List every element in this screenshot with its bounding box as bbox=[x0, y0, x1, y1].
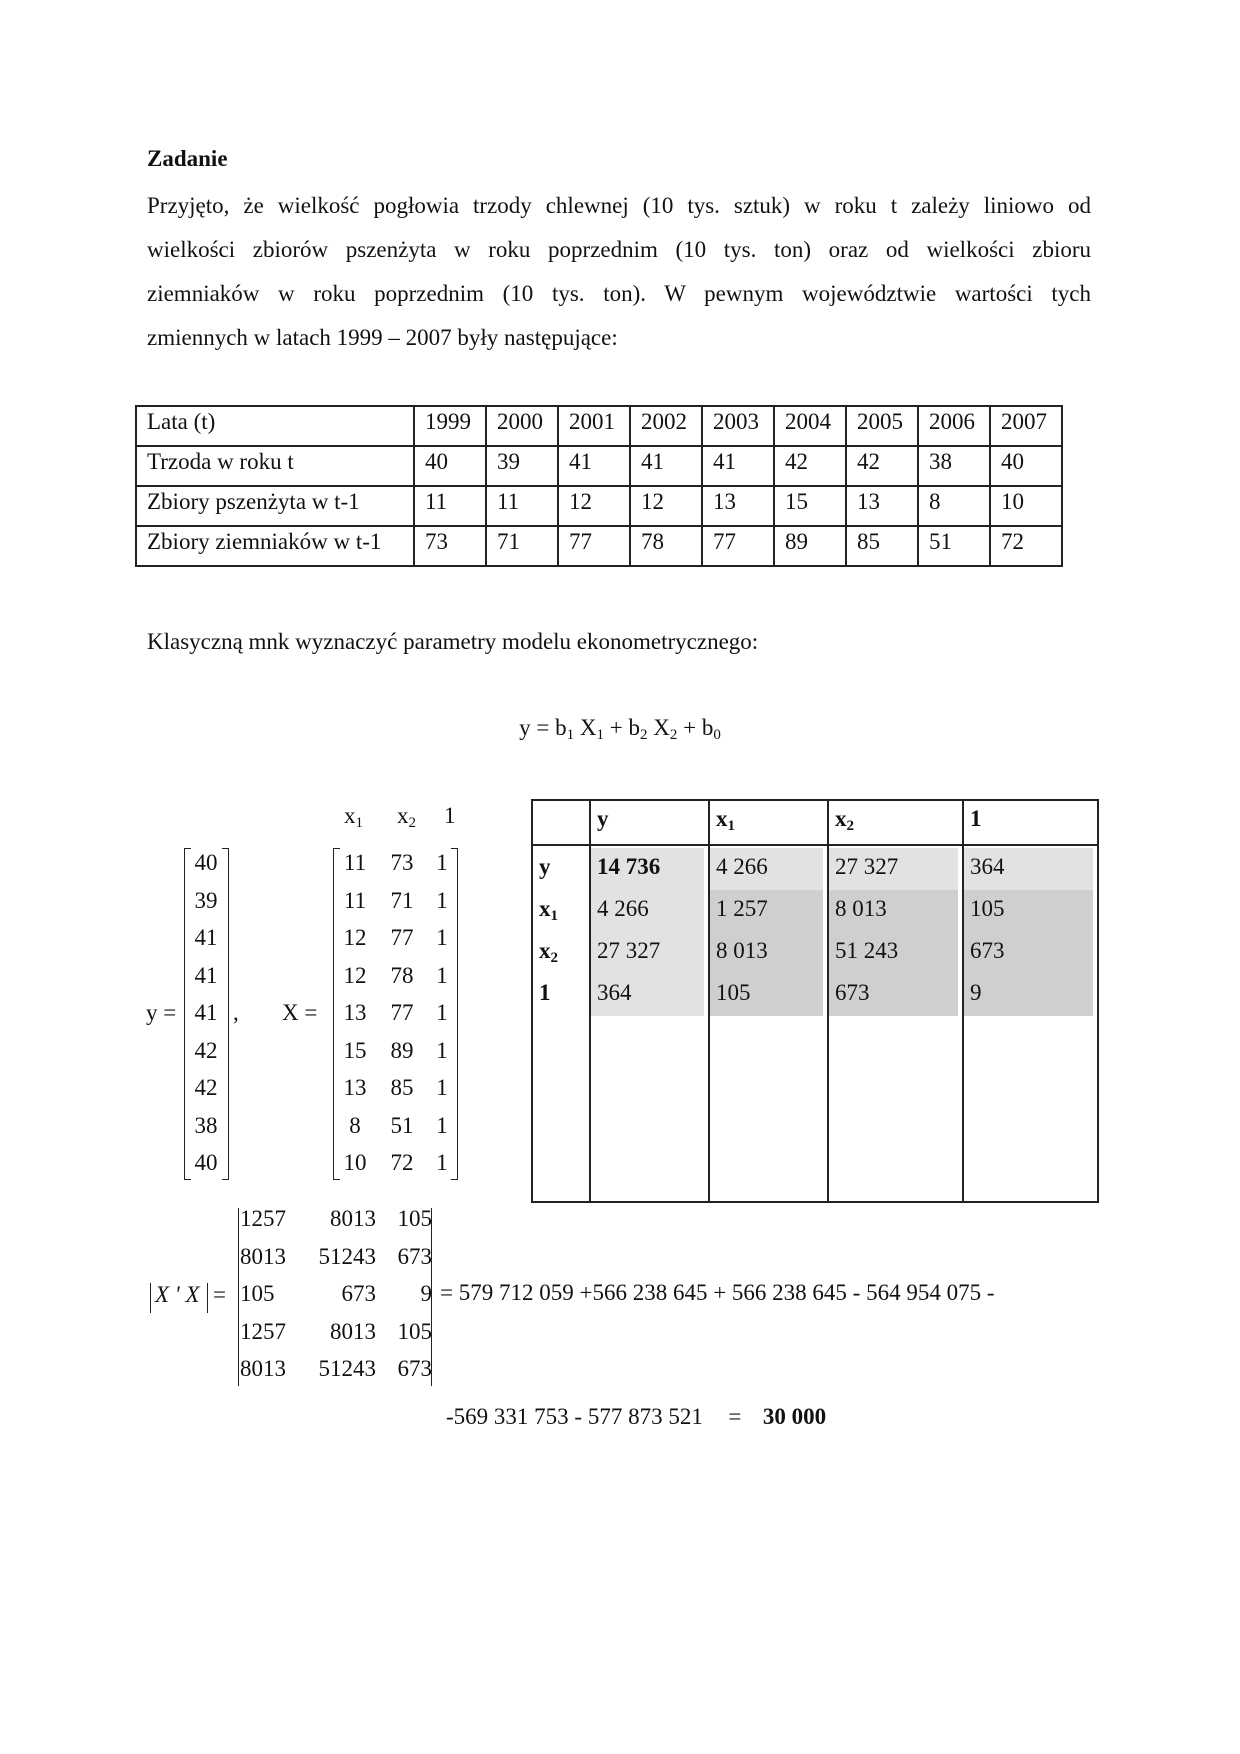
table-cell: 13 bbox=[846, 486, 918, 526]
X-matrix-entry: 73 bbox=[390, 850, 414, 875]
table-cell: 71 bbox=[486, 526, 558, 566]
model-equation bbox=[0, 715, 1240, 744]
table-cell: 2003 bbox=[702, 406, 774, 446]
eq-b1-sub: 1 bbox=[566, 727, 575, 743]
table-cell: 2007 bbox=[990, 406, 1062, 446]
table-cell: 38 bbox=[918, 446, 990, 486]
table-cell: 2005 bbox=[846, 406, 918, 446]
y-vector-entry: 41 bbox=[194, 925, 218, 950]
intro-line-2: wielkości zbiorów pszenżyta w roku poprzednim (10 tys. ton) oraz od wielkości zbioru bbox=[147, 237, 1091, 262]
cross-product-body bbox=[532, 845, 1098, 1202]
eq-lhs: y = b bbox=[519, 715, 567, 740]
det-expansion-line-1: = 579 712 059 +566 238 645 + 566 238 645 - 564 954 075 - bbox=[440, 1280, 995, 1305]
eq-x2-sub: 2 bbox=[669, 727, 678, 743]
cross-product-cell: 14 736 bbox=[591, 848, 704, 890]
X-matrix-entry: 1 bbox=[436, 1150, 448, 1175]
row-header-cell: Zbiory ziemniaków w t-1 bbox=[136, 526, 414, 566]
corner-cell bbox=[532, 800, 590, 845]
table-cell: 10 bbox=[990, 486, 1062, 526]
cross-product-cell: 8 013 bbox=[710, 932, 823, 974]
X-matrix-entry: 89 bbox=[390, 1037, 414, 1063]
row-label-x1: $x_1$ bbox=[539, 896, 558, 924]
X-matrix-entry: 72 bbox=[390, 1150, 414, 1175]
X-matrix-entry: 77 bbox=[390, 925, 414, 950]
det-expansion-line-2-terms: -569 331 753 - 577 873 521 bbox=[446, 1404, 703, 1429]
X-matrix-entry: 71 bbox=[390, 887, 414, 913]
potatoes-row bbox=[136, 526, 1062, 566]
page-title: Zadanie bbox=[147, 146, 228, 171]
X-matrix-entry: 8 bbox=[349, 1112, 361, 1138]
row-labels-column bbox=[532, 845, 590, 1202]
cross-product-cell: 105 bbox=[964, 890, 1093, 932]
determinant-entry: 105 bbox=[240, 1281, 275, 1306]
determinant-entry: 9 bbox=[420, 1281, 432, 1306]
X-matrix-entry: 1 bbox=[436, 850, 448, 875]
X-matrix-entry: 1 bbox=[436, 1075, 448, 1100]
table-cell: 73 bbox=[414, 526, 486, 566]
determinant-entry: 8013 bbox=[240, 1243, 286, 1269]
cross-product-header-row bbox=[532, 800, 1098, 845]
table-cell: 2001 bbox=[558, 406, 630, 446]
det-label-left-bar bbox=[150, 1283, 151, 1313]
y-vector-entry: 39 bbox=[194, 887, 218, 913]
det-expansion-line-2 bbox=[446, 1404, 826, 1430]
years-row bbox=[136, 406, 1062, 446]
row-label-one: 1 bbox=[539, 980, 551, 1005]
intro-paragraph bbox=[147, 184, 1091, 360]
determinant-entry: 1257 bbox=[240, 1318, 286, 1344]
table-cell: 15 bbox=[774, 486, 846, 526]
determinant-entry: 105 bbox=[397, 1318, 432, 1344]
y-right-bracket bbox=[222, 848, 229, 1180]
determinant-entry: 673 bbox=[397, 1243, 432, 1269]
X-matrix-entry: 12 bbox=[343, 962, 367, 988]
table-cell: 89 bbox=[774, 526, 846, 566]
det-result: 30 000 bbox=[762, 1404, 827, 1429]
table-cell: 12 bbox=[630, 486, 702, 526]
y-label: y = bbox=[146, 1000, 177, 1025]
X-matrix-entry: 12 bbox=[343, 925, 367, 950]
table-cell: 40 bbox=[414, 446, 486, 486]
y-vector-entry: 41 bbox=[194, 1000, 218, 1025]
X-header-one: 1 bbox=[444, 803, 456, 828]
y-vector-entry: 38 bbox=[194, 1112, 218, 1138]
eq-x1-sub: 1 bbox=[596, 727, 604, 743]
comma: , bbox=[233, 1000, 239, 1025]
pigs-row bbox=[136, 446, 1062, 486]
det-label-equals: = bbox=[213, 1282, 226, 1307]
column-one bbox=[963, 845, 1098, 1202]
y-vector-entry: 40 bbox=[194, 850, 218, 875]
X-matrix-entry: 11 bbox=[343, 887, 367, 913]
X-matrix-entry: 11 bbox=[343, 850, 367, 875]
header-one: 1 bbox=[963, 800, 1098, 845]
det-result-equals: = bbox=[728, 1404, 742, 1429]
cross-product-cell: 51 243 bbox=[829, 932, 958, 974]
intro-line-3: ziemniaków w roku poprzednim (10 tys. ton). W pewnym województwie wartości tych bbox=[147, 281, 1091, 306]
table-cell: 1999 bbox=[414, 406, 486, 446]
table-cell: 77 bbox=[558, 526, 630, 566]
X-matrix-entry: 51 bbox=[390, 1112, 414, 1138]
determinant-entry: 51243 bbox=[318, 1243, 376, 1269]
column-x2 bbox=[828, 845, 963, 1202]
table-cell: 8 bbox=[918, 486, 990, 526]
header-x2: $x_2$ bbox=[828, 800, 963, 845]
determinant-entry: 673 bbox=[397, 1356, 432, 1381]
eq-b0-sub: 0 bbox=[713, 727, 721, 743]
table-cell: 11 bbox=[414, 486, 486, 526]
cross-product-cell: 673 bbox=[964, 932, 1093, 974]
X-matrix-entry: 1 bbox=[436, 887, 448, 913]
triticale-row bbox=[136, 486, 1062, 526]
X-matrix-entry: 10 bbox=[343, 1150, 367, 1175]
X-header-x2: $x_2$ bbox=[397, 803, 416, 831]
cross-product-cell: 364 bbox=[964, 848, 1093, 890]
cross-product-cell: 4 266 bbox=[710, 848, 823, 890]
table-cell: 42 bbox=[846, 446, 918, 486]
row-label-y: y bbox=[539, 854, 551, 879]
X-matrix-entry: 1 bbox=[436, 1000, 448, 1025]
X-header-x1: $x_1$ bbox=[344, 803, 363, 831]
table-cell: 12 bbox=[558, 486, 630, 526]
table-cell: 2000 bbox=[486, 406, 558, 446]
cross-product-cell: 364 bbox=[591, 974, 704, 1016]
table-cell: 41 bbox=[702, 446, 774, 486]
X-label: X = bbox=[282, 1000, 318, 1025]
table-cell: 11 bbox=[486, 486, 558, 526]
table-cell: 77 bbox=[702, 526, 774, 566]
X-matrix-entry: 1 bbox=[436, 925, 448, 950]
X-matrix-entry: 1 bbox=[436, 1037, 448, 1063]
cross-product-cell: 673 bbox=[829, 974, 958, 1016]
cross-product-table bbox=[531, 799, 1099, 1203]
determinant-entry: 8013 bbox=[240, 1356, 286, 1381]
table-cell: 13 bbox=[702, 486, 774, 526]
table-cell: 85 bbox=[846, 526, 918, 566]
row-header-cell: Zbiory pszenżyta w t-1 bbox=[136, 486, 414, 526]
eq-x2: X bbox=[647, 715, 670, 740]
table-cell: 41 bbox=[630, 446, 702, 486]
determinant-entry: 1257 bbox=[240, 1206, 286, 1231]
row-header-cell: Lata (t) bbox=[136, 406, 414, 446]
X-matrix-entry: 77 bbox=[390, 1000, 414, 1025]
cross-product-cell: 1 257 bbox=[710, 890, 823, 932]
data-table bbox=[135, 405, 1063, 567]
y-vector-entry: 40 bbox=[194, 1150, 218, 1175]
det-label-right-bar bbox=[207, 1283, 208, 1313]
cross-product-cell: 27 327 bbox=[829, 848, 958, 890]
table-cell: 39 bbox=[486, 446, 558, 486]
y-vector-entry: 42 bbox=[194, 1075, 218, 1100]
determinant-entry: 105 bbox=[397, 1206, 432, 1231]
cross-product-cell: 105 bbox=[710, 974, 823, 1016]
table-cell: 42 bbox=[774, 446, 846, 486]
X-matrix-entry: 13 bbox=[343, 1075, 367, 1100]
eq-plus-b2: + b bbox=[604, 715, 640, 740]
X-matrix-entry: 85 bbox=[390, 1075, 414, 1100]
X-matrix-entry: 15 bbox=[343, 1037, 367, 1063]
task-text: Klasyczną mnk wyznaczyć parametry modelu ekonometrycznego: bbox=[147, 629, 759, 654]
X-matrix-entry: 13 bbox=[343, 1000, 367, 1025]
table-cell: 78 bbox=[630, 526, 702, 566]
y-vector-entry: 42 bbox=[194, 1037, 218, 1063]
determinant-entry: 51243 bbox=[318, 1356, 376, 1381]
eq-plus-b0: + b bbox=[677, 715, 714, 740]
determinant-entry: 8013 bbox=[330, 1206, 376, 1231]
det-label: X ' X bbox=[155, 1282, 200, 1307]
column-x1 bbox=[709, 845, 828, 1202]
table-cell: 72 bbox=[990, 526, 1062, 566]
determinant-entry: 673 bbox=[341, 1281, 376, 1306]
intro-line-4: zmiennych w latach 1999 – 2007 były następujące: bbox=[147, 325, 618, 350]
table-cell: 51 bbox=[918, 526, 990, 566]
det-left-bar bbox=[238, 1208, 239, 1386]
cross-product-cell: 9 bbox=[964, 974, 1093, 1016]
X-matrix-entry: 78 bbox=[390, 962, 414, 988]
eq-x1: X bbox=[574, 715, 597, 740]
table-cell: 2004 bbox=[774, 406, 846, 446]
cross-product-cell: 27 327 bbox=[591, 932, 704, 974]
determinant-entry: 8013 bbox=[330, 1318, 376, 1344]
cross-product-cell: 4 266 bbox=[591, 890, 704, 932]
X-matrix-entry: 1 bbox=[436, 1112, 448, 1138]
header-x1: $x_1$ bbox=[709, 800, 828, 845]
y-vector-entry: 41 bbox=[194, 962, 218, 988]
header-y: y bbox=[590, 800, 709, 845]
column-y bbox=[590, 845, 709, 1202]
table-cell: 2002 bbox=[630, 406, 702, 446]
row-header-cell: Trzoda w roku t bbox=[136, 446, 414, 486]
X-matrix-entry: 1 bbox=[436, 962, 448, 988]
table-cell: 2006 bbox=[918, 406, 990, 446]
table-cell: 40 bbox=[990, 446, 1062, 486]
intro-line-1: Przyjęto, że wielkość pogłowia trzody chlewnej (10 tys. sztuk) w roku t zależy liniowo od bbox=[147, 193, 1091, 218]
eq-b2-sub: 2 bbox=[639, 727, 648, 743]
row-label-x2: $x_2$ bbox=[539, 938, 558, 966]
table-cell: 41 bbox=[558, 446, 630, 486]
cross-product-cell: 8 013 bbox=[829, 890, 958, 932]
